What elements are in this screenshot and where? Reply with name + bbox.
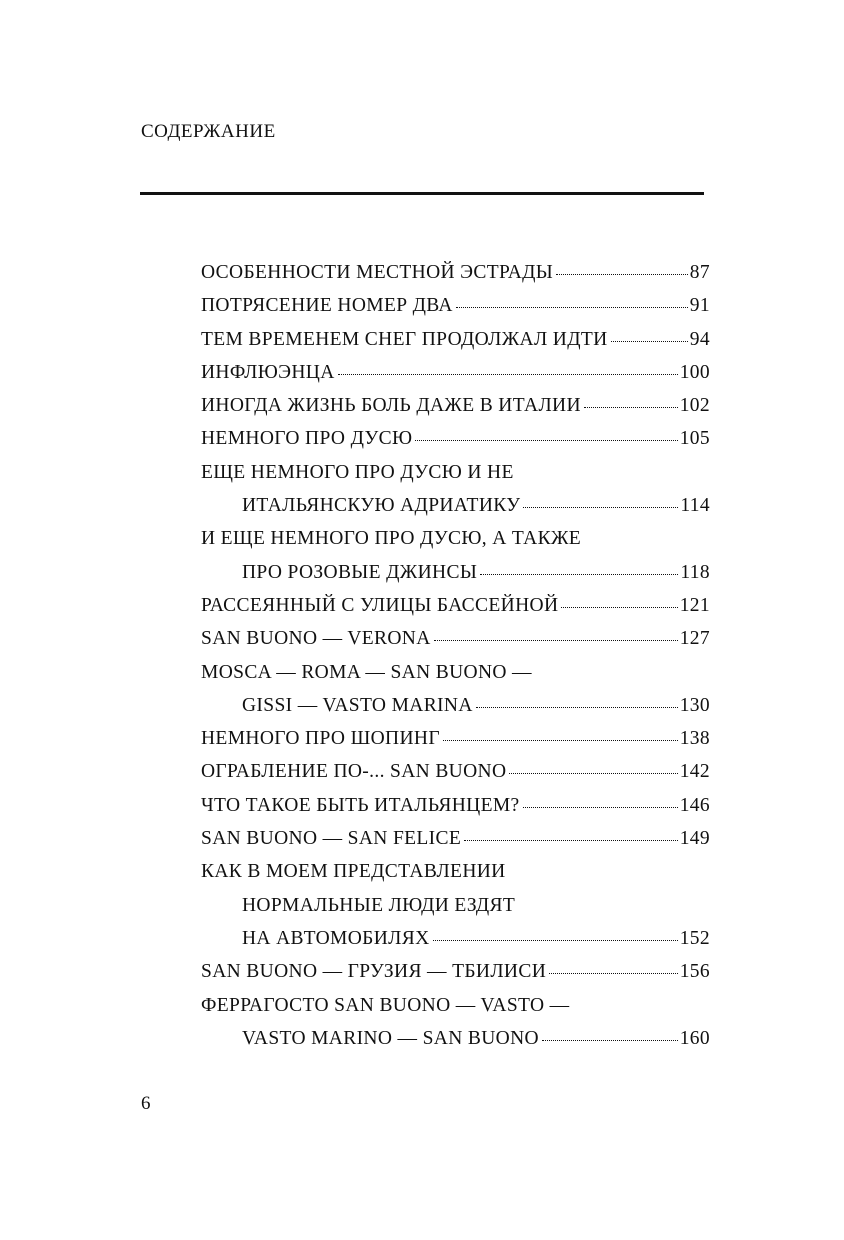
toc-entry-title: ПОТРЯСЕНИЕ НОМЕР ДВА [201, 295, 453, 317]
dot-leader [523, 802, 678, 808]
toc-entry-title: НА АВТОМОБИЛЯХ [242, 927, 430, 949]
toc-page-number: 160 [679, 1027, 710, 1049]
dot-leader [509, 768, 677, 774]
dot-leader [434, 635, 678, 641]
header-rule [140, 192, 704, 195]
toc-page-number: 149 [679, 828, 710, 850]
toc-page-number: 91 [689, 295, 710, 317]
dot-leader [480, 569, 678, 575]
toc-page-number: 102 [679, 395, 710, 417]
toc-page-number: 105 [679, 428, 710, 450]
toc-page-number: 87 [689, 262, 710, 283]
toc-entry-title: ИТАЛЬЯНСКУЮ АДРИАТИКУ [242, 495, 521, 517]
dot-leader [549, 968, 678, 974]
dot-leader [456, 302, 688, 308]
dot-leader [556, 269, 688, 275]
toc-entry[interactable] [201, 922, 710, 955]
toc-entry-title: MOSCA — ROMA — SAN BUONO — [201, 661, 532, 683]
table-of-contents [201, 256, 710, 1055]
toc-entry-title: SAN BUONO — ГРУЗИЯ — ТБИЛИСИ [201, 961, 547, 983]
toc-entry[interactable] [201, 256, 710, 289]
toc-page-number: 130 [679, 694, 710, 716]
toc-entry-title: VASTO MARINO — SAN BUONO [242, 1027, 539, 1049]
toc-entry-title: НОРМАЛЬНЫЕ ЛЮДИ ЕЗДЯТ [242, 894, 516, 916]
toc-entry[interactable] [201, 289, 710, 322]
dot-leader [443, 735, 678, 741]
toc-entry-line [201, 456, 710, 489]
toc-entry-title: ОГРАБЛЕНИЕ ПО-... SAN BUONO [201, 761, 507, 783]
toc-page-number: 138 [679, 728, 710, 750]
toc-entry-title: SAN BUONO — SAN FELICE [201, 828, 462, 850]
toc-entry[interactable] [201, 722, 710, 755]
dot-leader [338, 369, 678, 375]
toc-entry[interactable] [201, 1022, 710, 1055]
toc-entry[interactable] [201, 323, 710, 356]
toc-entry[interactable] [201, 622, 710, 655]
toc-entry-title: SAN BUONO — VERONA [201, 628, 431, 650]
page-number: 6 [141, 1093, 151, 1114]
toc-entry-line [201, 522, 710, 555]
toc-entry[interactable] [201, 389, 710, 422]
toc-entry-title: GISSI — VASTO MARINA [242, 694, 473, 716]
toc-entry[interactable] [201, 489, 710, 522]
toc-entry-title: ФЕРРАГОСТО SAN BUONO — VASTO — [201, 994, 570, 1016]
toc-entry-title: НЕМНОГО ПРО ДУСЮ [201, 428, 413, 450]
toc-entry-title: И ЕЩЕ НЕМНОГО ПРО ДУСЮ, А ТАКЖЕ [201, 528, 582, 550]
dot-leader [584, 402, 678, 408]
dot-leader [464, 835, 678, 841]
dot-leader [611, 336, 688, 342]
toc-page-number: 127 [679, 628, 710, 650]
page-title: СОДЕРЖАНИЕ [141, 121, 276, 142]
toc-entry[interactable] [201, 356, 710, 389]
toc-page-number: 94 [689, 328, 710, 350]
toc-entry[interactable] [201, 589, 710, 622]
toc-entry[interactable] [201, 789, 710, 822]
toc-entry-title: ЧТО ТАКОЕ БЫТЬ ИТАЛЬЯНЦЕМ? [201, 794, 520, 816]
toc-page-number: 142 [679, 761, 710, 783]
toc-entry-title: ТЕМ ВРЕМЕНЕМ СНЕГ ПРОДОЛЖАЛ ИДТИ [201, 328, 608, 350]
dot-leader [476, 702, 678, 708]
toc-entry-title: ИНФЛЮЭНЦА [201, 361, 335, 383]
toc-page-number: 156 [679, 961, 710, 983]
toc-page-number: 114 [680, 495, 710, 517]
toc-entry[interactable] [201, 422, 710, 455]
toc-entry[interactable] [201, 955, 710, 988]
toc-page-number: 118 [680, 561, 710, 583]
toc-entry[interactable] [201, 556, 710, 589]
toc-entry-title: ПРО РОЗОВЫЕ ДЖИНСЫ [242, 561, 478, 583]
toc-entry-title: КАК В МОЕМ ПРЕДСТАВЛЕНИИ [201, 861, 506, 883]
toc-entry[interactable] [201, 822, 710, 855]
toc-entry-title: ИНОГДА ЖИЗНЬ БОЛЬ ДАЖЕ В ИТАЛИИ [201, 395, 581, 417]
toc-entry[interactable] [201, 755, 710, 788]
dot-leader [433, 935, 678, 941]
toc-page-number: 152 [679, 927, 710, 949]
dot-leader [561, 602, 677, 608]
toc-entry-title: ЕЩЕ НЕМНОГО ПРО ДУСЮ И НЕ [201, 461, 514, 483]
dot-leader [415, 435, 677, 441]
toc-entry-line [201, 656, 710, 689]
toc-entry-title: ОСОБЕННОСТИ МЕСТНОЙ ЭСТРАДЫ [201, 262, 554, 283]
toc-entry[interactable] [201, 689, 710, 722]
toc-entry-line [201, 989, 710, 1022]
dot-leader [523, 502, 678, 508]
toc-entry-line [201, 889, 710, 922]
toc-page-number: 121 [679, 594, 710, 616]
toc-entry-title: НЕМНОГО ПРО ШОПИНГ [201, 728, 440, 750]
toc-entry-title: РАССЕЯННЫЙ С УЛИЦЫ БАССЕЙНОЙ [201, 594, 559, 616]
toc-page-number: 100 [679, 361, 710, 383]
dot-leader [542, 1035, 678, 1041]
toc-page-number: 146 [679, 794, 710, 816]
toc-entry-line [201, 855, 710, 888]
